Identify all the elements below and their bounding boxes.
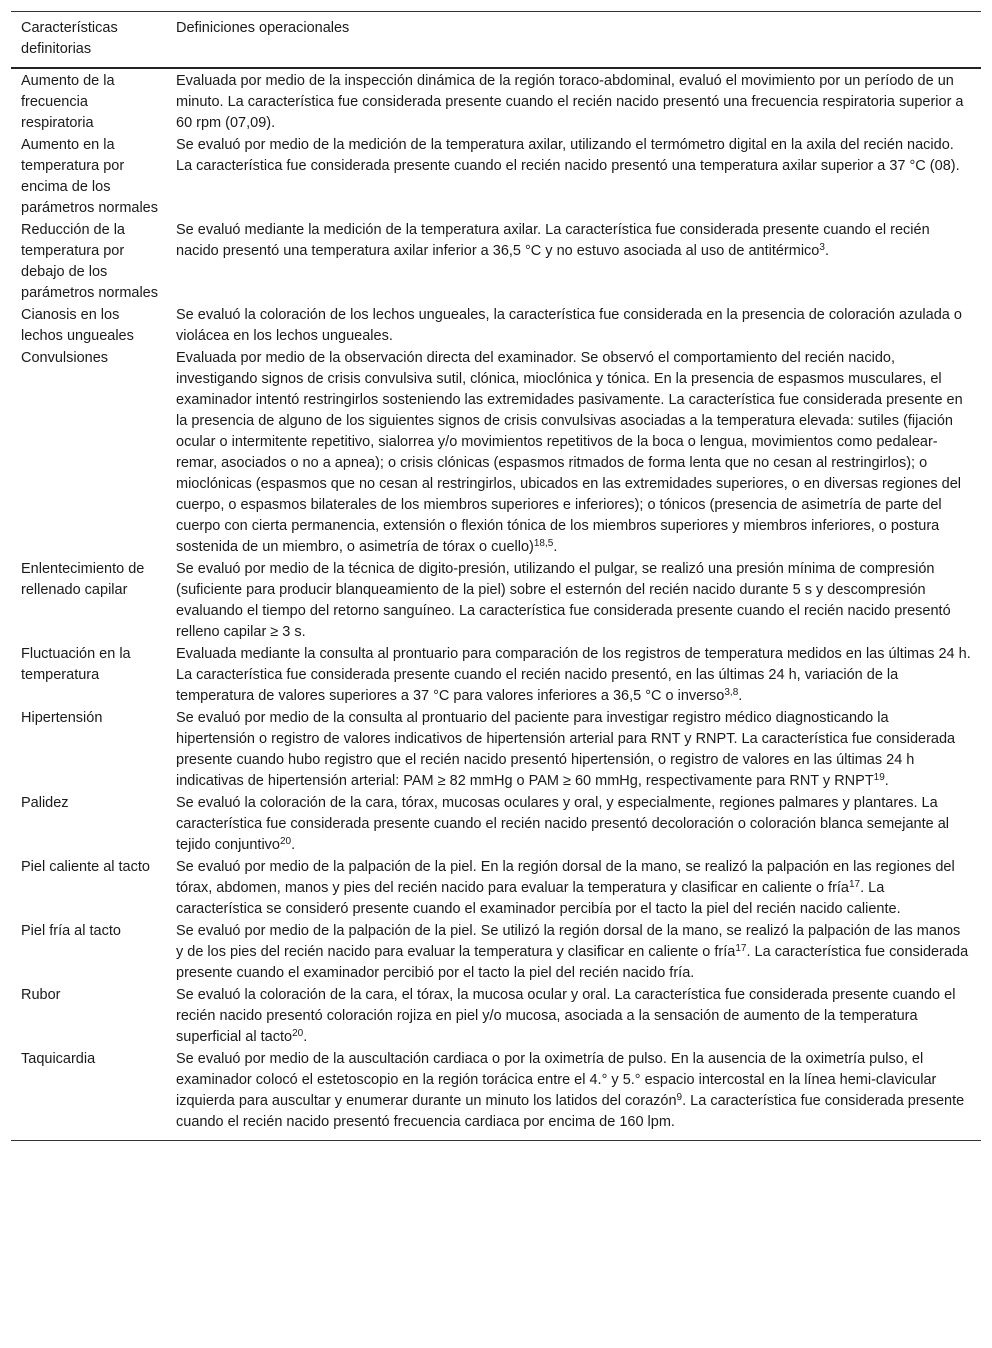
definition-tail: . La característica fue considerada presente cuando el recién nacido presentó frecuencia cardiaca por encima de 160 lpm. [176, 1093, 965, 1130]
row-definition [166, 1048, 981, 1141]
definition-tail: . [291, 837, 296, 853]
definition-text: Evaluada por medio de la observación directa del examinador. Se observó el comportamiento del recién nacido, investigando signos de crisis convulsiva sutil, clónica, mioclónica y tónica. En la presencia de espasmos musculares, el examinador intentó restringirlos sosteniendo las extremidades pasivamente. La característica fue considerada presente en la presencia de alguno de los siguientes signos de crisis convulsivas asociadas a la temperatura elevada: sutiles (fijación ocular o intermitente repetitivo, sialorrea y/o movimientos repetitivos de la boca o lengua, movimientos como pedalear-remar, asociados o no a apnea); o crisis clónicas (espasmos ritmados de forma lenta que no cesan al restringirlos); o mioclónicas (espasmos que no cesan al restringirlos, ubicados en las extremidades superiores, o en diversas regiones del cuerpo, o espasmos bilaterales de los miembros superiores e inferiores); o tónicos (presencia de asimetría de parte del cuerpo con cierta permanencia, extensión o flexión tónica de los miembros superiores y miembros inferiores, o postura sostenida de un miembro, o asimetría de tórax o cuello) [176, 350, 963, 555]
row-definition [166, 558, 981, 643]
definition-tail: . [824, 243, 829, 259]
row-term: Piel fría al tacto [21, 923, 121, 939]
reference-superscript: 18,5 [533, 538, 554, 549]
definition-text: Se evaluó por medio de la palpación de la piel. En la región dorsal de la mano, se realizó la palpación en las regiones del tórax, abdomen, manos y pies del recién nacido para evaluar la temperatura y clasificar en caliente o fría [176, 859, 955, 896]
definition-text: Se evaluó por medio de la medición de la temperatura axilar, utilizando el termómetro digital en la axila del recién nacido. La característica fue considerada presente cuando el recién nacido presentó una temperatura axilar superior a 37 °C (08). [176, 137, 960, 174]
row-definition [166, 856, 981, 920]
table-row [11, 1048, 981, 1141]
header-row [11, 12, 981, 69]
reference-superscript: 3 [819, 242, 825, 253]
definition-tail: . La característica se consideró presente cuando el examinador percibía por el tacto la piel del recién nacido caliente. [176, 880, 901, 917]
table-row [11, 134, 981, 219]
row-term: Convulsiones [21, 350, 109, 366]
row-definition [166, 304, 981, 347]
table-row [11, 558, 981, 643]
definition-text: Se evaluó por medio de la auscultación cardiaca o por la oximetría de pulso. En la ausencia de la oximetría pulso, el examinador colocó el estetoscopio en la región torácica entre el 4.° y 5.° espacio intercostal en la línea hemi-clavicular izquierda para auscultar y enumerar durante un minuto los latidos del corazón [176, 1051, 937, 1109]
row-term: Rubor [21, 987, 61, 1003]
definition-text: Se evaluó mediante la medición de la temperatura axilar. La característica fue considerada presente cuando el recién nacido presentó una temperatura axilar inferior a 36,5 °C y no estuvo asociada al uso de antitérmico [176, 222, 930, 259]
table-row [11, 347, 981, 558]
row-definition [166, 707, 981, 792]
definition-text: Se evaluó por medio de la palpación de la piel. Se utilizó la región dorsal de la mano, se realizó la palpación de las manos y de los pies del recién nacido para evaluar la temperatura y clasificar en caliente o fría [176, 923, 961, 960]
table-row [11, 792, 981, 856]
table-row [11, 68, 981, 134]
definition-tail: . [738, 688, 743, 704]
row-term: Enlentecimiento de rellenado capilar [21, 561, 145, 598]
row-definition [166, 68, 981, 134]
row-definition [166, 134, 981, 219]
table-row [11, 984, 981, 1048]
table-row [11, 304, 981, 347]
table-row [11, 707, 981, 792]
header-characteristics: Características definitorias [21, 20, 118, 57]
definition-text: Se evaluó la coloración de los lechos ungueales, la característica fue considerada en la presencia de coloración azulada o violácea en los lechos ungueales. [176, 307, 962, 344]
definition-text: Se evaluó la coloración de la cara, el tórax, la mucosa ocular y oral. La característica fue considerada presente cuando el recién nacido presentó coloración rojiza en piel y/o mucosa, asociada a la sensación de aumento de la temperatura superficial al tacto [176, 987, 956, 1045]
row-term: Hipertensión [21, 710, 103, 726]
reference-superscript: 3,8 [724, 687, 739, 698]
table-row [11, 856, 981, 920]
row-term: Aumento de la frecuencia respiratoria [21, 73, 115, 131]
table-row [11, 643, 981, 707]
definition-tail: . [303, 1029, 308, 1045]
row-definition [166, 920, 981, 984]
definition-text: Evaluada mediante la consulta al prontuario para comparación de los registros de temperatura medidos en las últimas 24 h. La característica fue considerada presente cuando el recién nacido presentó, en las últimas 24 h, variación de la temperatura de valores superiores a 37 °C para valores inferiores a 36,5 °C o inverso [176, 646, 971, 704]
definition-tail: . La característica fue considerada presente cuando el examinador percibió por el tacto la piel del recién nacido fría. [176, 944, 969, 981]
definition-text: Evaluada por medio de la inspección dinámica de la región toraco-abdominal, evaluó el movimiento por un período de un minuto. La característica fue considerada presente cuando el recién nacido presentó una frecuencia respiratoria superior a 60 rpm (07,09). [176, 73, 964, 131]
header-definitions: Definiciones operacionales [176, 20, 350, 36]
reference-superscript: 20 [292, 1028, 304, 1039]
reference-superscript: 19 [873, 772, 885, 783]
reference-superscript: 17 [849, 879, 861, 890]
reference-superscript: 9 [676, 1092, 683, 1103]
table-row [11, 920, 981, 984]
row-term: Aumento en la temperatura por encima de los parámetros normales [21, 137, 158, 216]
row-definition [166, 347, 981, 558]
definition-text: Se evaluó por medio de la consulta al prontuario del paciente para investigar registro médico diagnosticando la hipertensión o registro de valores indicativos de hipertensión arterial para RNT y RNPT. La característica fue considerada presente cuando hubo registro que el recién nacido presentó hipertensión, o registro de valores en las últimas 24 h indicativas de hipertensión arterial: PAM ≥ 82 mmHg o PAM ≥ 60 mmHg, respectivamente para RNT y RNPT [176, 710, 956, 789]
row-term: Reducción de la temperatura por debajo de los parámetros normales [21, 222, 158, 301]
row-term: Cianosis en los lechos ungueales [21, 307, 134, 344]
reference-superscript: 17 [735, 943, 747, 954]
definitions-table [11, 11, 981, 1141]
definition-text: Se evaluó la coloración de la cara, tórax, mucosas oculares y oral, y especialmente, regiones palmares y plantares. La característica fue considerada presente cuando el recién nacido presentó decoloración o coloración blanca semejante al tejido conjuntivo [176, 795, 950, 853]
row-definition [166, 792, 981, 856]
table-row [11, 219, 981, 304]
row-term: Taquicardia [21, 1051, 96, 1067]
definition-text: Se evaluó por medio de la técnica de digito-presión, utilizando el pulgar, se realizó una presión mínima de compresión (suficiente para producir blanqueamiento de la piel) sobre el esternón del recién nacido durante 5 s y descompresión evaluando el tiempo del retorno sanguíneo. La característica fue considerada presente cuando el recién nacido presentó relleno capilar ≥ 3 s. [176, 561, 951, 640]
row-definition [166, 984, 981, 1048]
reference-superscript: 20 [280, 836, 292, 847]
row-definition [166, 643, 981, 707]
row-term: Piel caliente al tacto [21, 859, 150, 875]
table-body [11, 68, 981, 1141]
table-header [11, 12, 981, 69]
row-definition [166, 219, 981, 304]
definition-tail: . [553, 539, 558, 555]
definition-tail: . [884, 773, 889, 789]
row-term: Fluctuación en la temperatura [21, 646, 131, 683]
row-term: Palidez [21, 795, 69, 811]
definitions-table-container [11, 11, 981, 1141]
